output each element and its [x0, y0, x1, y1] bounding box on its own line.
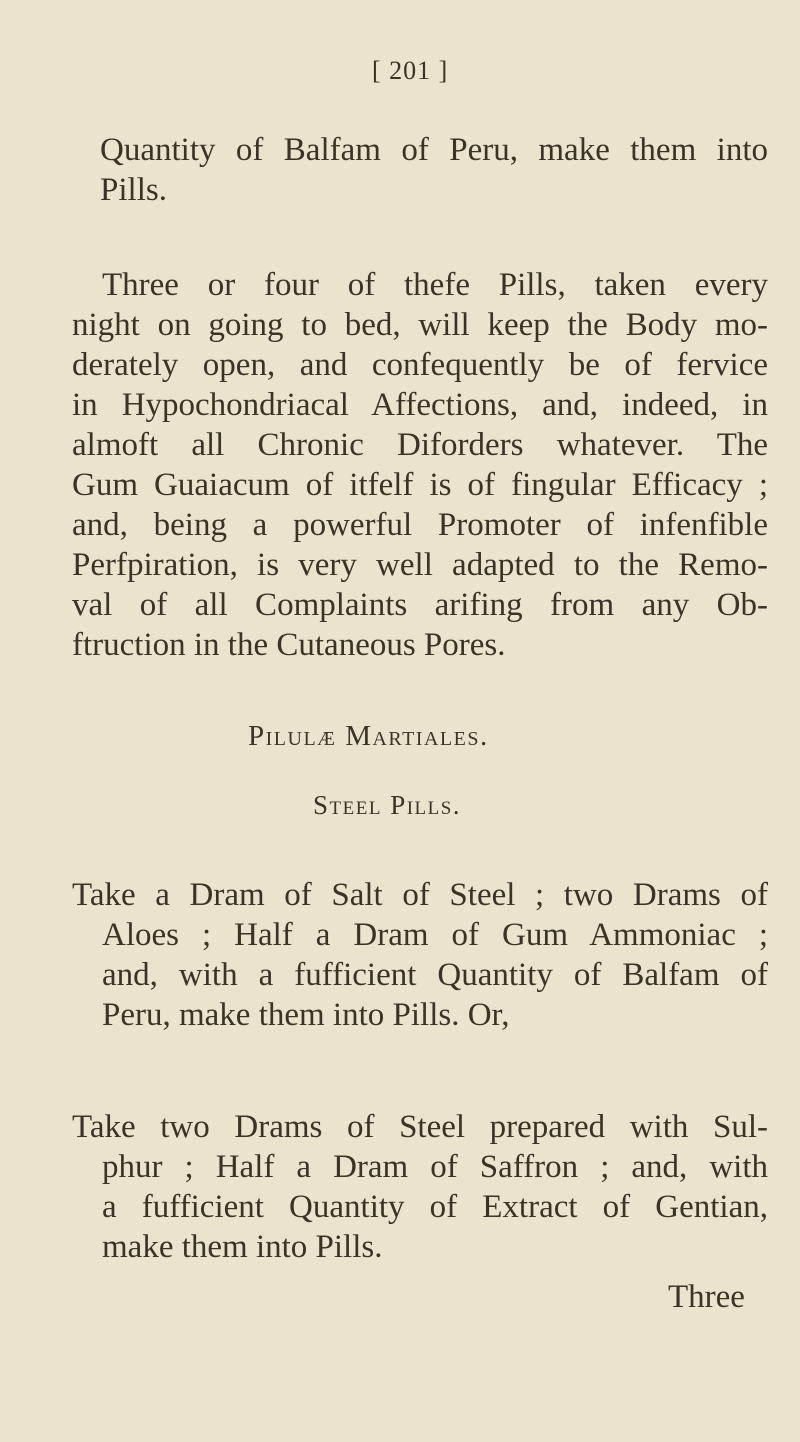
recipe-title-latin: Pilulæ Martiales. [248, 720, 489, 752]
para3-line-3: and, with a fufficient Quantity of Balfam of [102, 957, 768, 993]
para2-line-6: Gum Guaiacum of itfelf is of fingular Efficacy ; [72, 467, 768, 503]
catchword: Three [668, 1279, 745, 1315]
para4-line-1: Take two Drams of Steel prepared with Sul- [72, 1109, 768, 1145]
para2-line-1: Three or four of thefe Pills, taken every [102, 267, 768, 303]
page-number: [ 201 ] [372, 56, 449, 85]
recipe-title-english: Steel Pills. [313, 790, 462, 820]
para2-line-3: derately open, and confequently be of fervice [72, 347, 768, 383]
para3-line-1: Take a Dram of Salt of Steel ; two Drams of [72, 877, 768, 913]
para2-line-5: almoft all Chronic Diforders whatever. The [72, 427, 768, 463]
para1-line-2: Pills. [100, 172, 167, 208]
para2-line-10: ftruction in the Cutaneous Pores. [72, 627, 506, 663]
para2-line-8: Perfpiration, is very well adapted to the Remo- [72, 547, 768, 583]
para1-line-1: Quantity of Balfam of Peru, make them into [100, 132, 768, 168]
para4-line-3: a fufficient Quantity of Extract of Gentian, [102, 1189, 768, 1225]
para2-line-9: val of all Complaints arifing from any Ob- [72, 587, 768, 623]
para4-line-2: phur ; Half a Dram of Saffron ; and, with [102, 1149, 768, 1185]
para2-line-4: in Hypochondriacal Affections, and, indeed, in [72, 387, 768, 423]
para3-line-4: Peru, make them into Pills. Or, [102, 997, 510, 1033]
para2-line-2: night on going to bed, will keep the Body mo- [72, 307, 768, 343]
para2-line-7: and, being a powerful Promoter of infenfible [72, 507, 768, 543]
para4-line-4: make them into Pills. [102, 1229, 383, 1265]
para3-line-2: Aloes ; Half a Dram of Gum Ammoniac ; [102, 917, 768, 953]
